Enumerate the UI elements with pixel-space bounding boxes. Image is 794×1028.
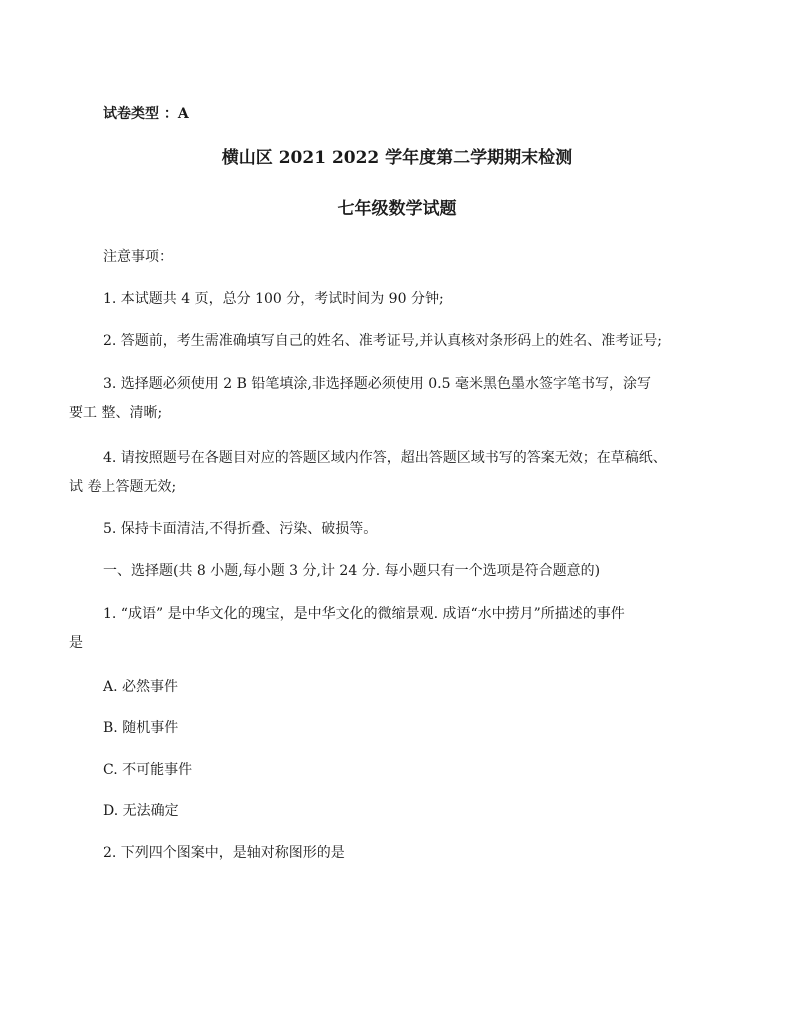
paper-type: 试卷类型 ：A (103, 106, 189, 122)
exam-subtitle: 七年级数学试题 (337, 199, 457, 219)
notice-item-3-cont: 要工 整、清晰; (69, 405, 163, 421)
notice-item-5: 5. 保持卡面清洁,不得折叠、污染、破损等。 (103, 521, 378, 537)
notice-item-3: 3. 选择题必须使用 2 B 铅笔填涂,非选择题必须使用 0.5 毫米黑色墨水签字笔书写，涂写 (103, 376, 651, 392)
notice-heading: 注意事项： (103, 249, 173, 265)
notice-item-4: 4. 请按照题号在各题目对应的答题区域内作答，超出答题区域书写的答案无效；在草稿纸、 (103, 450, 667, 466)
section-heading-choice: 一、选择题(共 8 小题,每小题 3 分,计 24 分. 每小题只有一个选项是符合题意的) (103, 563, 601, 579)
question-1-stem: 1. “成语” 是中华文化的瑰宝，是中华文化的微缩景观. 成语“水中捞月”所描述的事件 (103, 606, 625, 622)
question-1-option-d: D. 无法确定 (103, 803, 179, 819)
question-1-option-b: B. 随机事件 (103, 720, 179, 736)
question-1-stem-cont: 是 (69, 635, 83, 651)
exam-title: 横山区 2021 2022 学年度第二学期期末检测 (221, 148, 573, 168)
notice-item-2: 2. 答题前，考生需准确填写自己的姓名、准考证号,并认真核对条形码上的姓名、准考证号; (103, 333, 662, 349)
question-1-option-c: C. 不可能事件 (103, 762, 193, 778)
question-2-stem: 2. 下列四个图案中，是轴对称图形的是 (103, 845, 345, 861)
notice-item-1: 1. 本试题共 4 页，总分 100 分，考试时间为 90 分钟; (103, 291, 444, 307)
question-1-option-a: A. 必然事件 (103, 679, 179, 695)
notice-item-4-cont: 试 卷上答题无效; (69, 479, 177, 495)
